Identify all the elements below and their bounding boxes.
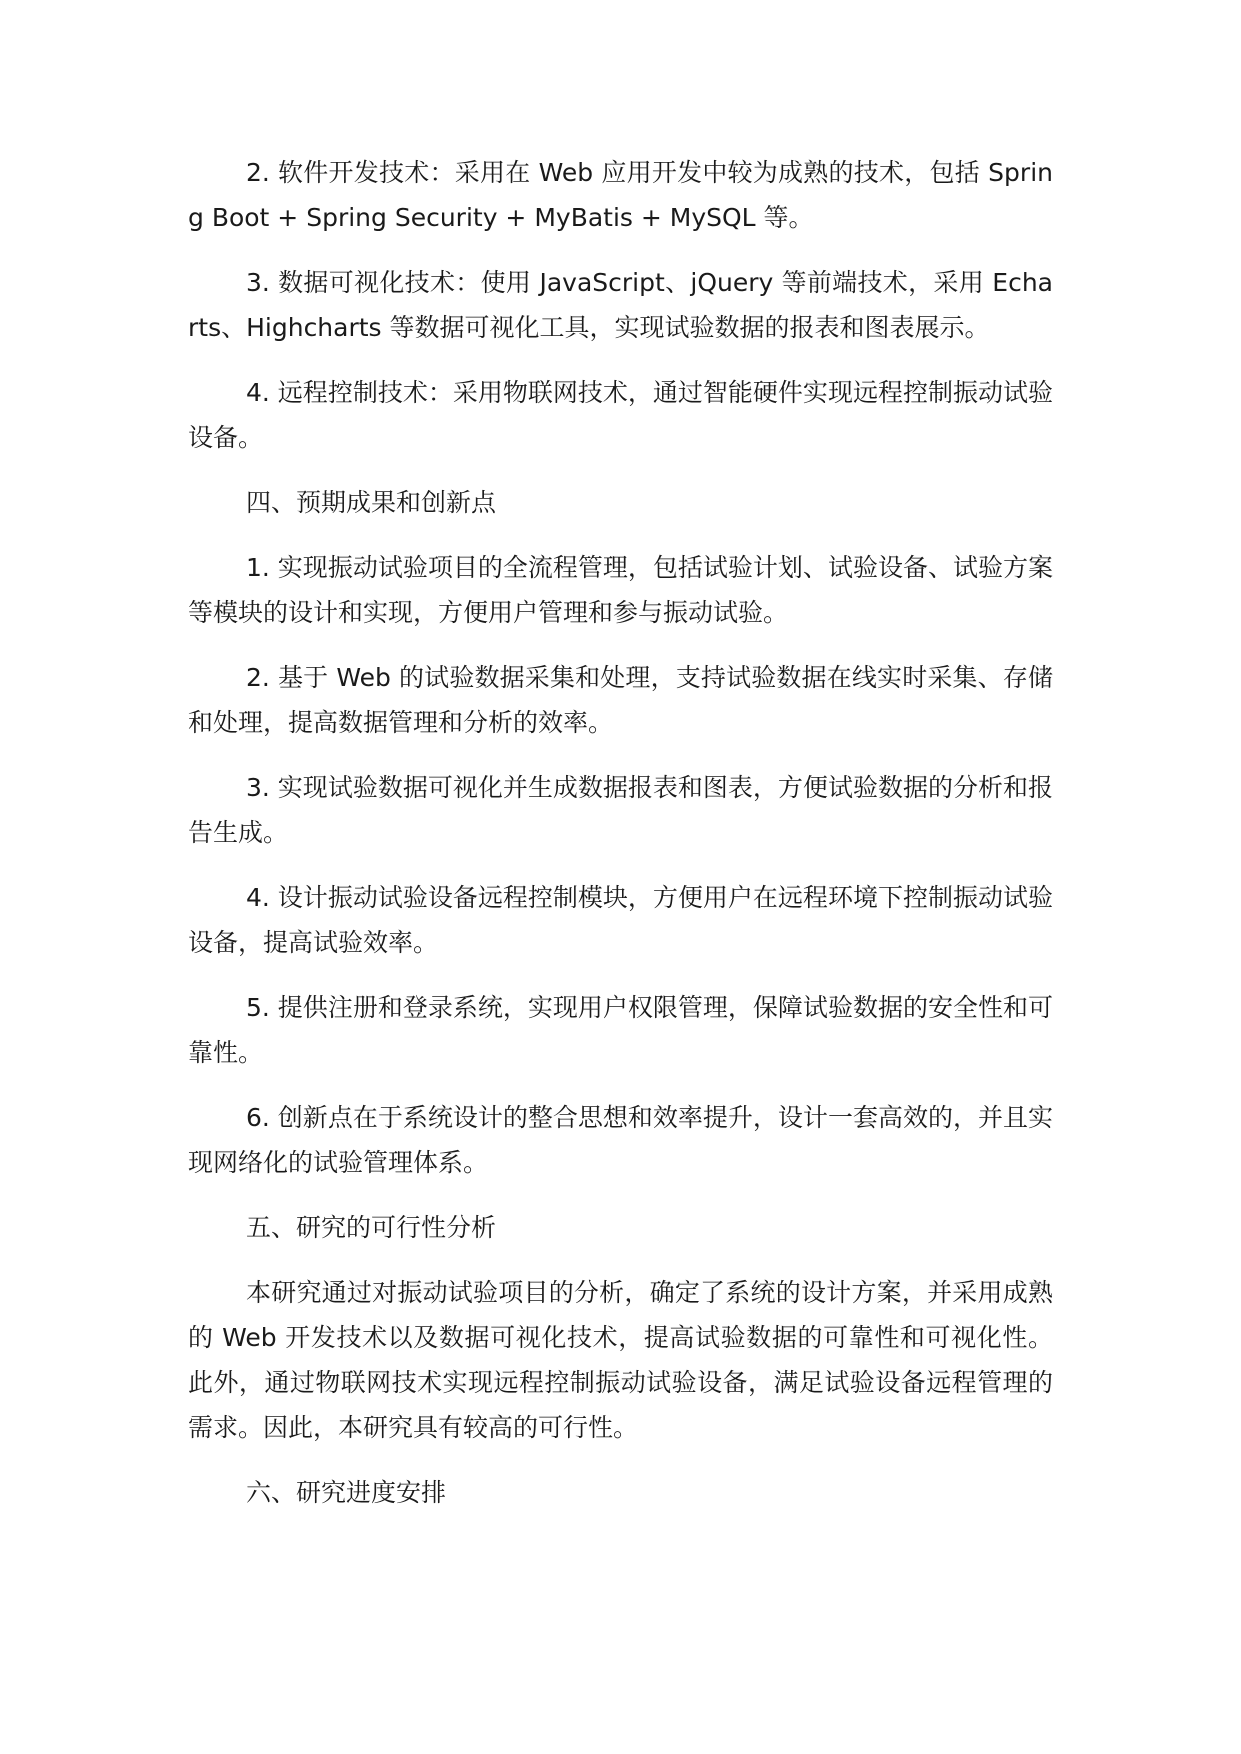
- paragraph-result-5: 5. 提供注册和登录系统，实现用户权限管理，保障试验数据的安全性和可靠性。: [188, 993, 1053, 1067]
- section-heading-expected-results: 四、预期成果和创新点: [246, 488, 497, 517]
- paragraph-feasibility: 本研究通过对振动试验项目的分析，确定了系统的设计方案，并采用成熟的 Web 开发技术以及数据可视化技术，提高试验数据的可靠性和可视化性。此外，通过物联网技术实现远程控制振动试验设备，满足试验设备远程管理的需求。因此，本研究具有较高的可行性。: [188, 1278, 1053, 1442]
- paragraph-result-1: 1. 实现振动试验项目的全流程管理，包括试验计划、试验设备、试验方案等模块的设计和实现，方便用户管理和参与振动试验。: [188, 553, 1053, 627]
- section-heading-feasibility: 五、研究的可行性分析: [246, 1213, 497, 1242]
- paragraph-remote-control-tech: 4. 远程控制技术：采用物联网技术，通过智能硬件实现远程控制振动试验设备。: [188, 378, 1053, 452]
- paragraph-software-tech: 2. 软件开发技术：采用在 Web 应用开发中较为成熟的技术，包括 Spring Boot + Spring Security + MyBatis + MySQL 等。: [188, 158, 1053, 232]
- section-heading-schedule: 六、研究进度安排: [246, 1478, 447, 1507]
- document-body: [188, 150, 1053, 1535]
- paragraph-result-3: 3. 实现试验数据可视化并生成数据报表和图表，方便试验数据的分析和报告生成。: [188, 773, 1053, 847]
- paragraph-visualization-tech: 3. 数据可视化技术：使用 JavaScript、jQuery 等前端技术，采用 Echarts、Highcharts 等数据可视化工具，实现试验数据的报表和图表展示。: [188, 268, 1053, 342]
- paragraph-result-2: 2. 基于 Web 的试验数据采集和处理，支持试验数据在线实时采集、存储和处理，提高数据管理和分析的效率。: [188, 663, 1053, 737]
- paragraph-result-4: 4. 设计振动试验设备远程控制模块，方便用户在远程环境下控制振动试验设备，提高试验效率。: [188, 883, 1053, 957]
- paragraph-result-6: 6. 创新点在于系统设计的整合思想和效率提升，设计一套高效的，并且实现网络化的试验管理体系。: [188, 1103, 1053, 1177]
